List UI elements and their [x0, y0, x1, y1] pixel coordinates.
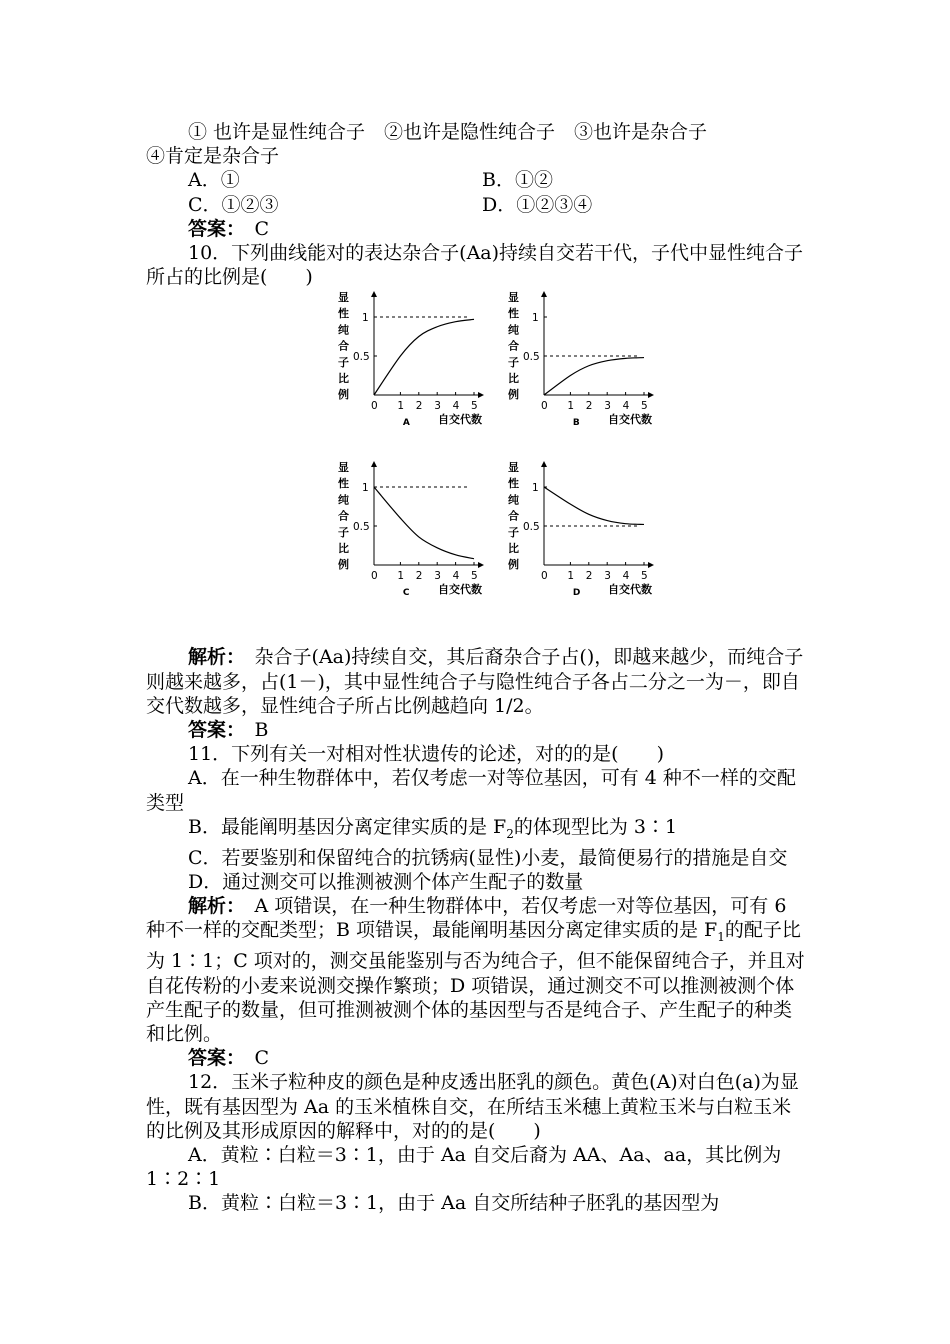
y-tick-label: 0.5	[353, 351, 370, 364]
q9-statements-line1: ① 也许是显性纯合子 ②也许是隐性纯合子 ③也许是杂合子	[188, 121, 708, 143]
q10-chart-d	[506, 461, 656, 599]
y-axis-label-char: 合	[508, 510, 519, 524]
q11-option-b-text: B．最能阐明基因分离定律实质的是 F	[188, 815, 507, 838]
answer-label: 答案：	[188, 217, 236, 240]
chart-caption: B	[572, 418, 580, 429]
x-axis-arrow	[648, 392, 654, 398]
y-axis-label-char: 性	[508, 307, 519, 321]
x-tick-label: 0	[541, 570, 548, 583]
y-tick-label: 1	[532, 312, 539, 325]
y-tick-label: 0.5	[353, 521, 370, 534]
y-axis-label-char: 性	[338, 477, 349, 491]
y-axis-label-char: 例	[508, 388, 519, 402]
x-tick-label: 5	[641, 570, 648, 583]
y-axis-label-char: 合	[338, 510, 349, 524]
q11-option-b	[146, 815, 810, 846]
y-axis-label-char: 比	[338, 372, 349, 386]
answer-value: B	[254, 719, 269, 742]
x-tick-label: 0	[371, 400, 378, 413]
x-tick-label: 3	[434, 400, 441, 413]
chart-caption: A	[402, 418, 410, 429]
y-axis-arrow	[541, 291, 547, 297]
q10-chart-c	[336, 461, 486, 599]
series-line	[374, 320, 474, 396]
x-tick-label: 4	[622, 400, 630, 413]
answer-label: 答案：	[188, 1047, 236, 1070]
analysis-label: 解析：	[188, 646, 236, 669]
x-tick-label: 3	[434, 570, 441, 583]
q12-option-b: B．黄粒∶白粒＝3∶1，由于 Aa 自交所结种子胚乳的基因型为	[188, 1192, 720, 1215]
q11-option-a: A．在一种生物群体中，若仅考虑一对等位基因，可有 4 种不一样的交配类型	[146, 767, 796, 814]
y-axis-label-char: 比	[508, 542, 519, 556]
q12-option-a: A．黄粒∶白粒＝3∶1，由于 Aa 自交后裔为 AA、Aa、aa，其比例为 1∶2∶1	[146, 1144, 782, 1191]
answer-label: 答案：	[188, 719, 236, 742]
y-tick-label: 1	[532, 482, 539, 495]
x-tick-label: 4	[622, 570, 630, 583]
y-axis-arrow	[541, 461, 547, 467]
y-tick-label: 1	[362, 482, 369, 495]
x-tick-label: 0	[371, 570, 378, 583]
q9-option-d: D．①②③④	[482, 193, 593, 216]
y-axis-label-char: 子	[508, 356, 519, 370]
series-line	[374, 487, 474, 559]
x-axis-label: 自交代数	[438, 413, 482, 427]
x-axis-arrow	[648, 562, 654, 568]
y-axis-label-char: 纯	[338, 493, 349, 507]
y-axis-label-char: 子	[338, 356, 349, 370]
q10-chart-a	[336, 291, 486, 429]
y-axis-label-char: 合	[508, 340, 519, 354]
x-tick-label: 4	[452, 570, 460, 583]
y-axis-label-char: 例	[508, 558, 519, 572]
x-tick-label: 2	[585, 570, 593, 583]
chart-caption: C	[402, 588, 410, 599]
x-tick-label: 3	[604, 400, 611, 413]
analysis-label: 解析：	[188, 895, 236, 918]
analysis-subscript: 1	[717, 930, 725, 945]
x-tick-label: 3	[604, 570, 611, 583]
q9-options-row2	[146, 193, 810, 217]
q10-figures	[146, 291, 810, 641]
q9-statements-line2: ④肯定是杂合子	[146, 145, 280, 168]
y-tick-label: 0.5	[523, 351, 540, 364]
q10-chart-b	[506, 291, 656, 429]
x-tick-label: 2	[585, 400, 593, 413]
q11-analysis	[146, 894, 810, 1046]
answer-value: C	[254, 217, 270, 240]
x-tick-label: 1	[397, 400, 405, 413]
q9-option-a: A．①	[188, 169, 240, 192]
y-axis-label-char: 子	[338, 526, 349, 540]
y-axis-label-char: 合	[338, 340, 349, 354]
q11-option-b-text-end: 的体现型比为 3∶1	[513, 815, 678, 838]
x-tick-label: 1	[567, 570, 575, 583]
x-tick-label: 0	[541, 400, 548, 413]
y-tick-label: 1	[362, 312, 369, 325]
x-axis-label: 自交代数	[608, 413, 652, 427]
answer-value: C	[254, 1047, 270, 1070]
y-axis-label-char: 纯	[338, 323, 349, 337]
q10-stem: 10．下列曲线能对的表达杂合子(Aa)持续自交若干代，子代中显性纯合子所占的比例是( )	[146, 242, 804, 289]
y-axis-label-char: 子	[508, 526, 519, 540]
q12-stem: 12．玉米子粒种皮的颜色是种皮透出胚乳的颜色。黄色(A)对白色(a)为显性，既有基因型为 Aa 的玉米植株自交，在所结玉米穗上黄粒玉米与白粒玉米的比例及其形成原因的解释中，对的的是( )	[146, 1071, 799, 1142]
analysis-text-end: 的配子比为 1∶1；C 项对的，测交虽能鉴别与否为纯合子，但不能保留纯合子，并且对自花传粉的小麦来说测交操作繁琐；D 项错误，通过测交不可以推测被测个体产生配子的数量，但可推测被测个体的基因型与否是纯合子、产生配子的种类和比例。	[146, 919, 805, 1046]
x-tick-label: 4	[452, 400, 460, 413]
q9-options-row1	[146, 168, 810, 192]
y-axis-arrow	[371, 461, 377, 467]
q9-option-b: B．①②	[482, 169, 553, 192]
y-axis-label-char: 纯	[508, 493, 519, 507]
x-tick-label: 5	[471, 570, 478, 583]
y-tick-label: 0.5	[523, 521, 540, 534]
x-tick-label: 1	[397, 570, 405, 583]
y-axis-label-char: 例	[338, 388, 349, 402]
x-axis-arrow	[478, 562, 484, 568]
analysis-text: A 项错误，在一种生物群体中，若仅考虑一对等位基因，可有 6 种不一样的交配类型；B 项错误，最能阐明基因分离定律实质的是 F	[146, 895, 787, 942]
q10-analysis	[146, 645, 810, 718]
y-axis-label-char: 纯	[508, 323, 519, 337]
q10-answer	[146, 718, 810, 742]
x-tick-label: 5	[641, 400, 648, 413]
y-axis-label-char: 例	[338, 558, 349, 572]
x-axis-label: 自交代数	[608, 583, 652, 597]
q11-stem: 11．下列有关一对相对性状遗传的论述，对的的是( )	[188, 743, 665, 766]
y-axis-label-char: 比	[338, 542, 349, 556]
chart-caption: D	[572, 588, 581, 599]
x-axis-arrow	[478, 392, 484, 398]
series-line	[544, 358, 644, 395]
document-page	[146, 120, 810, 1216]
q11-option-b-subscript: 2	[506, 826, 514, 841]
x-tick-label: 5	[471, 400, 478, 413]
y-axis-label-char: 比	[508, 372, 519, 386]
x-tick-label: 2	[415, 400, 423, 413]
q11-option-c: C．若要鉴别和保留纯合的抗锈病(显性)小麦，最简便易行的措施是自交	[188, 846, 788, 869]
q11-option-d: D．通过测交可以推测被测个体产生配子的数量	[188, 871, 584, 894]
x-tick-label: 2	[415, 570, 423, 583]
q11-answer	[146, 1046, 810, 1070]
x-tick-label: 1	[567, 400, 575, 413]
y-axis-label-char: 显	[508, 461, 519, 475]
y-axis-arrow	[371, 291, 377, 297]
y-axis-label-char: 性	[338, 307, 349, 321]
y-axis-label-char: 显	[338, 291, 349, 305]
analysis-text: 杂合子(Aa)持续自交，其后裔杂合子占()，即越来越少，而纯合子则越来越多，占(1－)，其中显性纯合子与隐性纯合子各占二分之一为－，即自交代数越多，显性纯合子所占比例越趋向 1/2。	[146, 646, 804, 717]
q9-option-c: C．①②③	[188, 193, 279, 216]
y-axis-label-char: 性	[508, 477, 519, 491]
q9-answer	[146, 217, 810, 241]
x-axis-label: 自交代数	[438, 583, 482, 597]
series-line	[544, 487, 644, 524]
y-axis-label-char: 显	[508, 291, 519, 305]
y-axis-label-char: 显	[338, 461, 349, 475]
